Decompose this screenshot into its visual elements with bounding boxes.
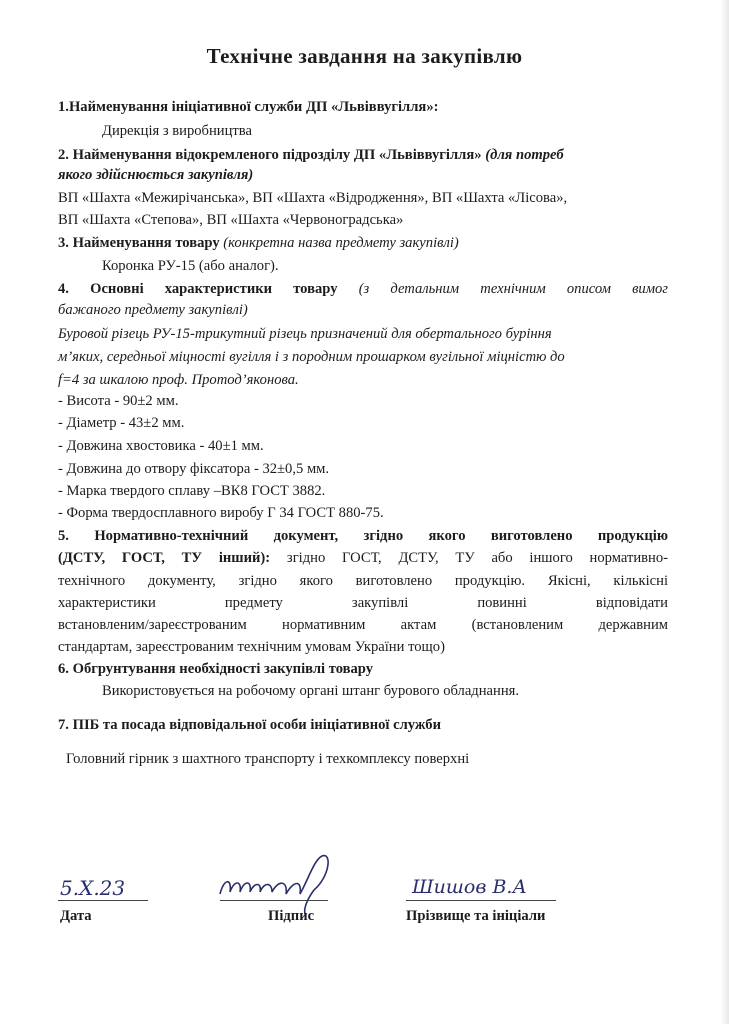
date-label: Дата — [60, 908, 92, 924]
section-5-line2 — [58, 549, 668, 567]
section-2-heading: 2. Найменування відокремленого підрозділу ДП «Львіввугілля» — [58, 147, 482, 163]
section-2-heading-line — [58, 146, 668, 164]
section-5-text-line3: технічного документу, згідно якого виготовлено продукцію. Якісні, кількісні — [58, 573, 668, 589]
section-5-text-line4: характеристики предмету закупівлі повинні відповідати — [58, 595, 668, 611]
scan-edge-shadow — [720, 0, 729, 1024]
section-4-desc-line3: f=4 за шкалою проф. Протод’яконова. — [58, 372, 299, 388]
section-2-value-line1: ВП «Шахта «Межирічанська», ВП «Шахта «Відродження», ВП «Шахта «Лісова», — [58, 190, 568, 206]
section-5-heading-line2: (ДСТУ, ГОСТ, ТУ інший): — [58, 550, 271, 566]
spec-item: - Діаметр - 43±2 мм. — [58, 415, 185, 431]
spec-item: - Марка твердого сплаву –ВК8 ГОСТ 3882. — [58, 483, 326, 499]
section-4-note-a: (з детальним технічним описом вимог — [358, 281, 668, 297]
section-3-heading: 3. Найменування товару — [58, 235, 220, 251]
section-4-desc-line1: Буровой різець РУ-15-трикутний різець призначений для обертального буріння — [58, 326, 552, 342]
section-2-note-b: якого здійснюється закупівля) — [58, 167, 254, 183]
spec-item: - Висота - 90±2 мм. — [58, 393, 179, 409]
document-title: Технічне завдання на закупівлю — [206, 44, 523, 68]
section-4-desc-line2: м’яких, середньої міцності вугілля і з породним прошарком вугільної міцністю до — [58, 349, 565, 365]
name-label: Прізвище та ініціали — [406, 908, 546, 924]
section-3-value: Коронка РУ-15 (або аналог). — [102, 258, 279, 274]
signature-underline — [220, 900, 328, 901]
section-2-value-line2: ВП «Шахта «Степова», ВП «Шахта «Червоноградська» — [58, 212, 404, 228]
spec-item: - Довжина до отвору фіксатора - 32±0,5 мм. — [58, 461, 330, 477]
signature-label: Підпис — [268, 908, 315, 924]
signature-block — [0, 850, 729, 950]
section-4-note-b: бажаного предмету закупівлі) — [58, 302, 248, 318]
section-5-heading-line1: 5. Нормативно-технічний документ, згідно якого виготовлено продукцію — [58, 528, 668, 544]
section-4-heading-line — [58, 280, 668, 298]
section-6-heading: 6. Обгрунтування необхідності закупівлі товару — [58, 661, 374, 677]
spec-item: - Форма твердосплавного виробу Г 34 ГОСТ 880-75. — [58, 505, 384, 521]
section-4-heading: 4. Основні характеристики товару — [58, 281, 338, 297]
date-underline — [58, 900, 148, 901]
section-1-value: Дирекція з виробництва — [102, 123, 252, 139]
handwritten-date: 5.Х.23 — [60, 876, 126, 900]
section-3-note: (конкретна назва предмету закупівлі) — [223, 235, 459, 251]
section-3-heading-line — [58, 234, 668, 252]
section-6-value: Використовується на робочому органі штанг бурового обладнання. — [102, 683, 520, 699]
section-1-heading: 1.Найменування ініціативної служби ДП «Львіввугілля»: — [58, 99, 439, 115]
handwritten-name: Шишов В.А — [412, 876, 527, 898]
section-5-text-line2: згідно ГОСТ, ДСТУ, ТУ або іншого нормативно- — [270, 550, 668, 566]
section-5-text-line5: встановленим/зареєстрованим нормативним актам (встановленим державним — [58, 617, 668, 633]
spec-item: - Довжина хвостовика - 40±1 мм. — [58, 438, 264, 454]
section-7-heading: 7. ПІБ та посада відповідальної особи ініціативної служби — [58, 717, 441, 733]
section-2-note-a: (для потреб — [485, 147, 564, 163]
section-5-text-line6: стандартам, зареєстрованим технічним умовам України тощо) — [58, 639, 445, 655]
name-underline — [406, 900, 556, 901]
section-7-value: Головний гірник з шахтного транспорту і техкомплексу поверхні — [66, 751, 470, 767]
